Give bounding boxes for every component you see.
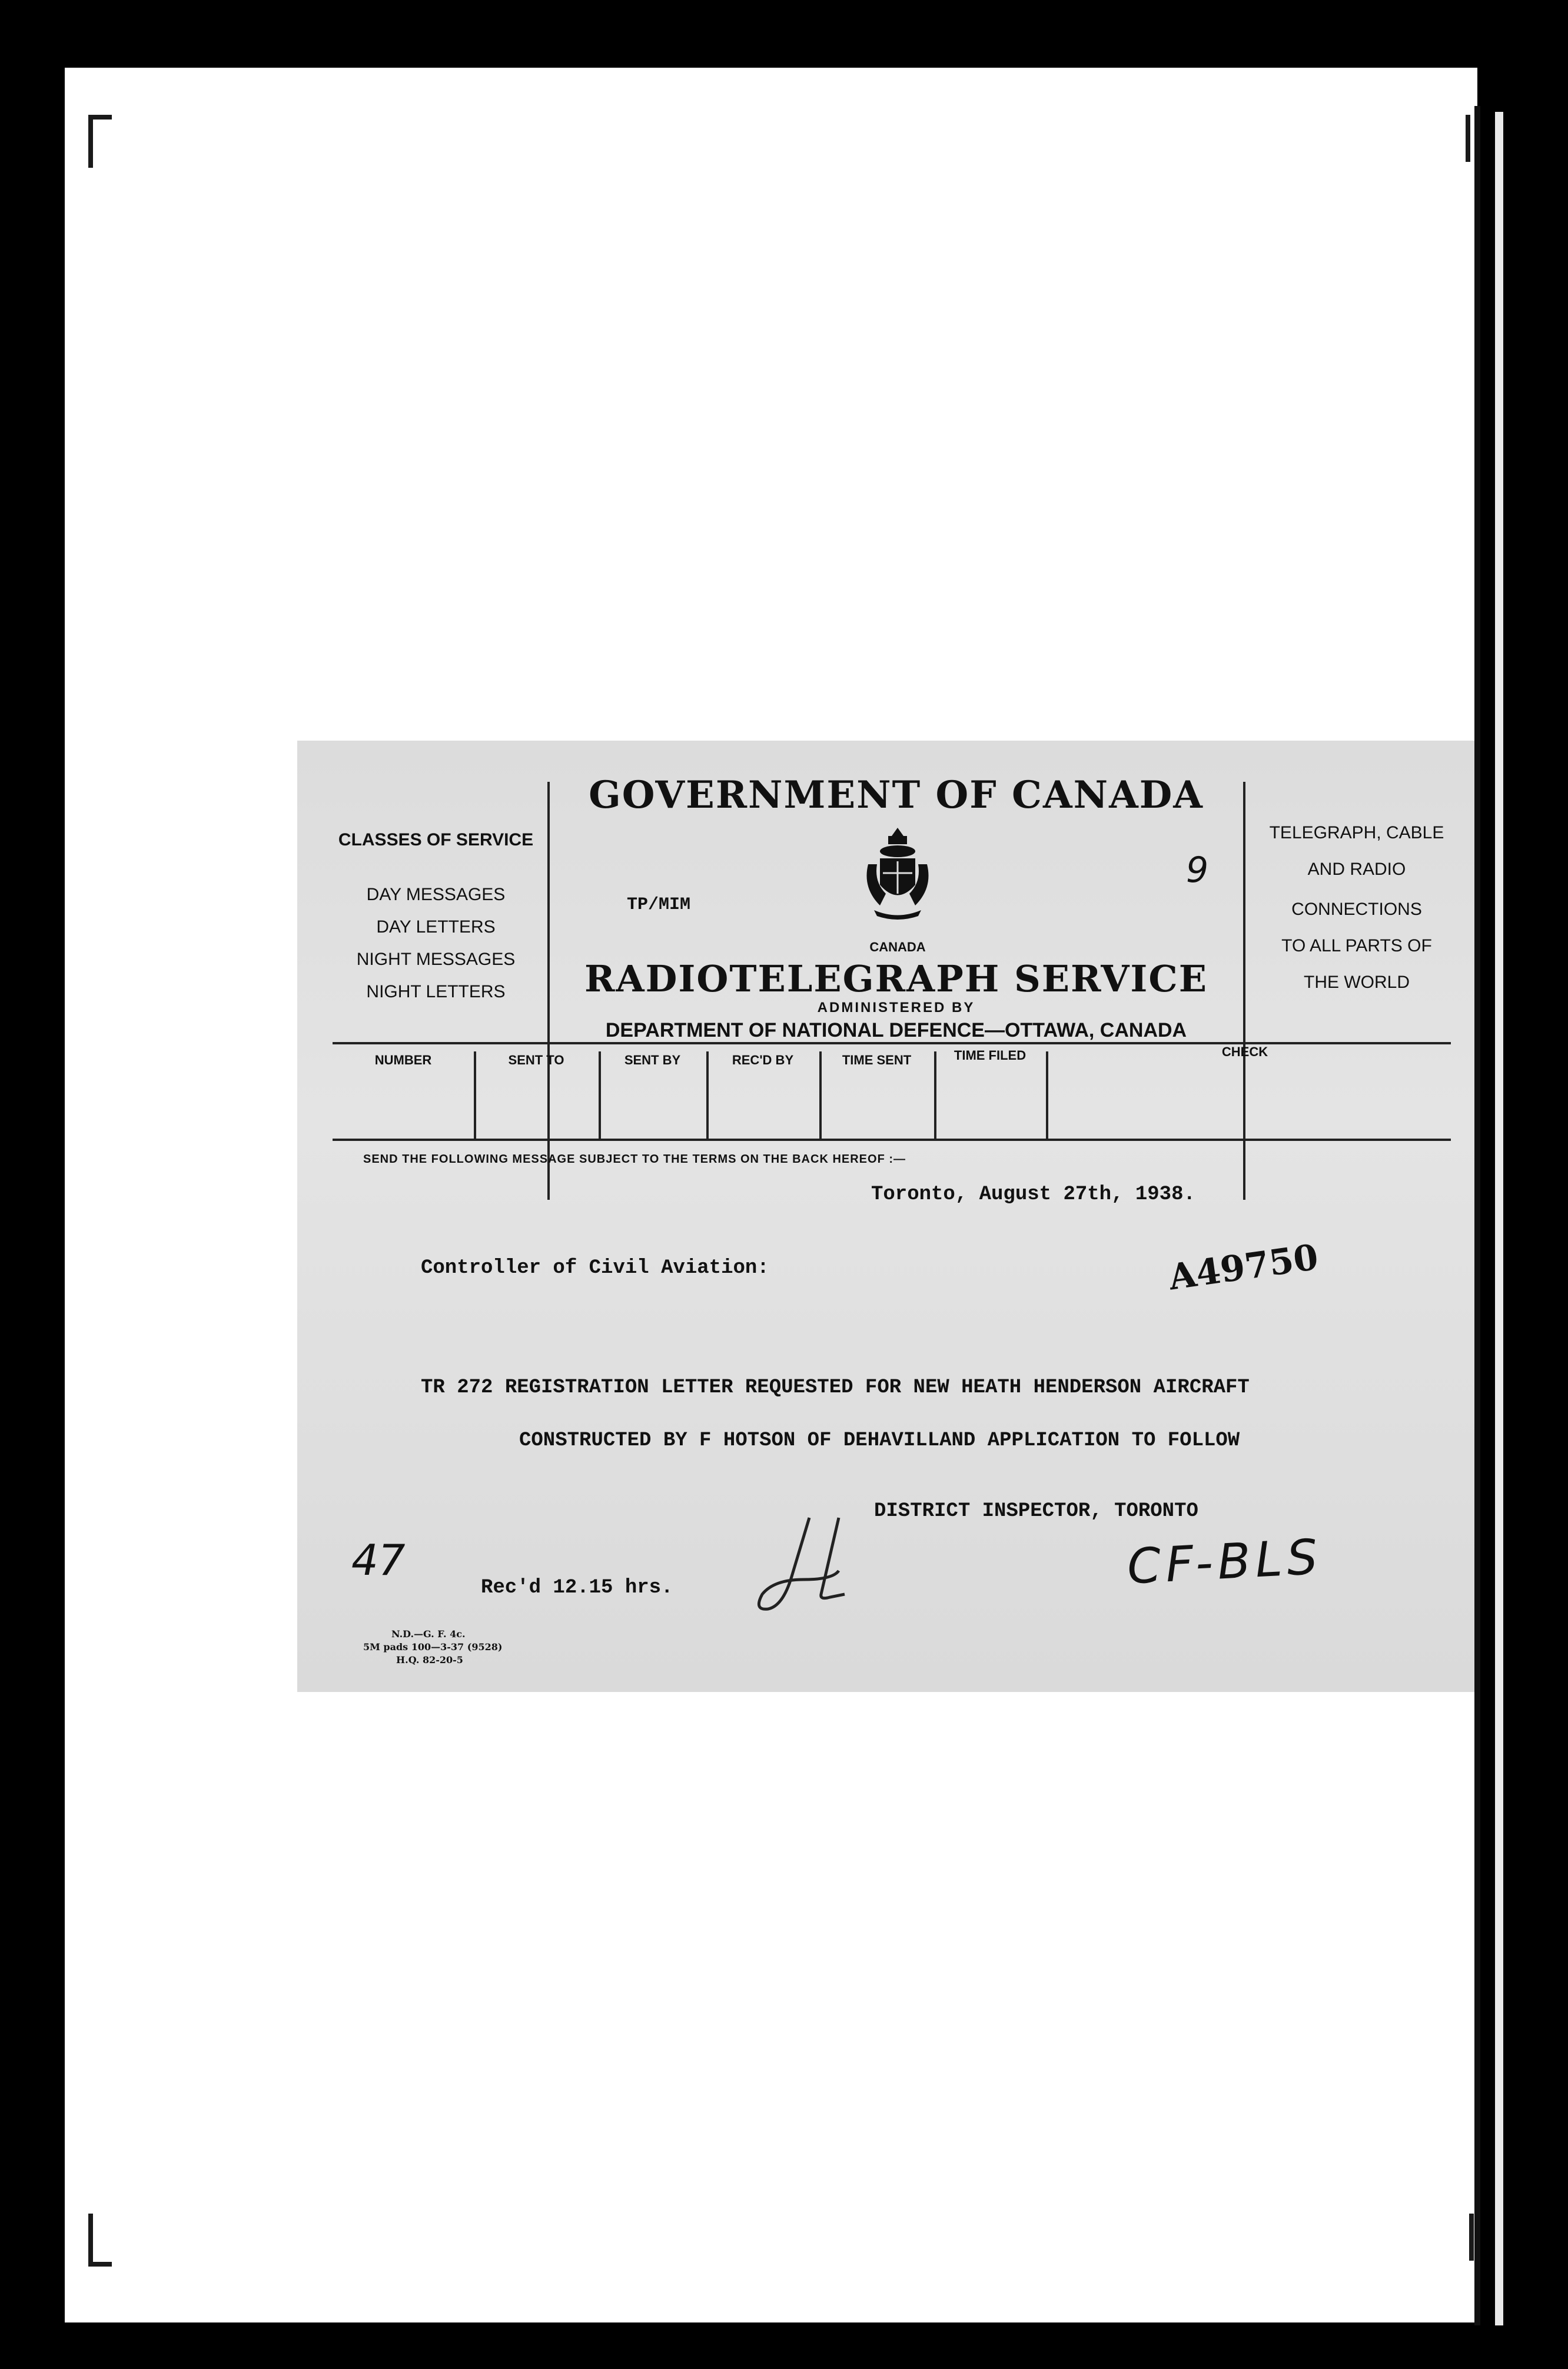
class-day-messages: DAY MESSAGES — [366, 885, 506, 904]
received-time: Rec'd 12.15 hrs. — [481, 1577, 673, 1599]
message-line-1: TR 272 REGISTRATION LETTER REQUESTED FOR NEW HEATH HENDERSON AIRCRAFT — [421, 1376, 1250, 1399]
class-night-messages: NIGHT MESSAGES — [356, 950, 516, 969]
col-sent-to: SENT TO — [508, 1053, 564, 1067]
page-edge-shadow — [1495, 112, 1503, 2325]
crest-label: CANADA — [869, 940, 926, 954]
form-code-3: H.Q. 82-20-5 — [396, 1654, 463, 1665]
form-code-2: 5M pads 100—3-37 (9528) — [363, 1641, 503, 1653]
crop-mark-bottom-left — [88, 2214, 93, 2267]
coat-of-arms-crest-icon — [856, 823, 939, 923]
crop-mark-bottom-right — [1469, 2214, 1474, 2261]
connections-line-3: CONNECTIONS — [1291, 900, 1422, 919]
columns-bottom-rule — [333, 1139, 1451, 1141]
message-date: Toronto, August 27th, 1938. — [871, 1183, 1195, 1206]
administered-by: ADMINISTERED BY — [817, 1000, 975, 1016]
col-number: NUMBER — [374, 1053, 432, 1067]
connections-line-2: AND RADIO — [1307, 860, 1406, 879]
class-day-letters: DAY LETTERS — [376, 917, 496, 937]
col-divider-6 — [1046, 1051, 1048, 1140]
connections-line-4: TO ALL PARTS OF — [1281, 936, 1432, 955]
terms-line: SEND THE FOLLOWING MESSAGE SUBJECT TO THE TERMS ON THE BACK HEREOF :— — [363, 1153, 906, 1166]
connections-line-5: THE WORLD — [1304, 973, 1410, 992]
file-stamp-number: A49750 — [1166, 1236, 1321, 1299]
corner-handwritten-mark: 9 — [1186, 850, 1209, 891]
telegram-form — [297, 741, 1474, 1692]
handwritten-registration: CF-BLS — [1125, 1529, 1324, 1595]
crop-mark-top-left — [88, 115, 93, 168]
col-recd-by: REC'D BY — [732, 1053, 794, 1067]
col-check: CHECK — [1221, 1044, 1268, 1059]
crop-mark-top-right — [1466, 115, 1470, 162]
col-divider-5 — [934, 1051, 936, 1140]
form-code-1: N.D.—G. F. 4c. — [391, 1628, 466, 1640]
col-time-filed: TIME FILED — [954, 1048, 1026, 1063]
crop-mark-bottom-left-h — [88, 2262, 112, 2267]
header-divider-right — [1243, 782, 1245, 1200]
message-signature: DISTRICT INSPECTOR, TORONTO — [874, 1500, 1198, 1522]
connections-line-1: TELEGRAPH, CABLE — [1269, 823, 1444, 842]
classes-heading: CLASSES OF SERVICE — [338, 830, 534, 850]
crop-mark-top-left-h — [88, 115, 112, 120]
department-line: DEPARTMENT OF NATIONAL DEFENCE—OTTAWA, CANADA — [605, 1019, 1187, 1041]
col-time-sent: TIME SENT — [842, 1053, 912, 1067]
page-edge — [1474, 106, 1480, 2325]
handwritten-initials-signature — [750, 1506, 886, 1624]
col-sent-by: SENT BY — [624, 1053, 681, 1067]
message-addressee: Controller of Civil Aviation: — [421, 1257, 769, 1279]
message-line-2: CONSTRUCTED BY F HOTSON OF DEHAVILLAND APPLICATION TO FOLLOW — [519, 1429, 1240, 1452]
service-title: RADIOTELEGRAPH SERVICE — [584, 957, 1208, 1000]
reference-code: TP/MIM — [627, 895, 691, 915]
government-title: GOVERNMENT OF CANADA — [589, 773, 1204, 817]
class-night-letters: NIGHT LETTERS — [366, 982, 506, 1001]
margin-handwritten-number: 47 — [351, 1535, 406, 1585]
